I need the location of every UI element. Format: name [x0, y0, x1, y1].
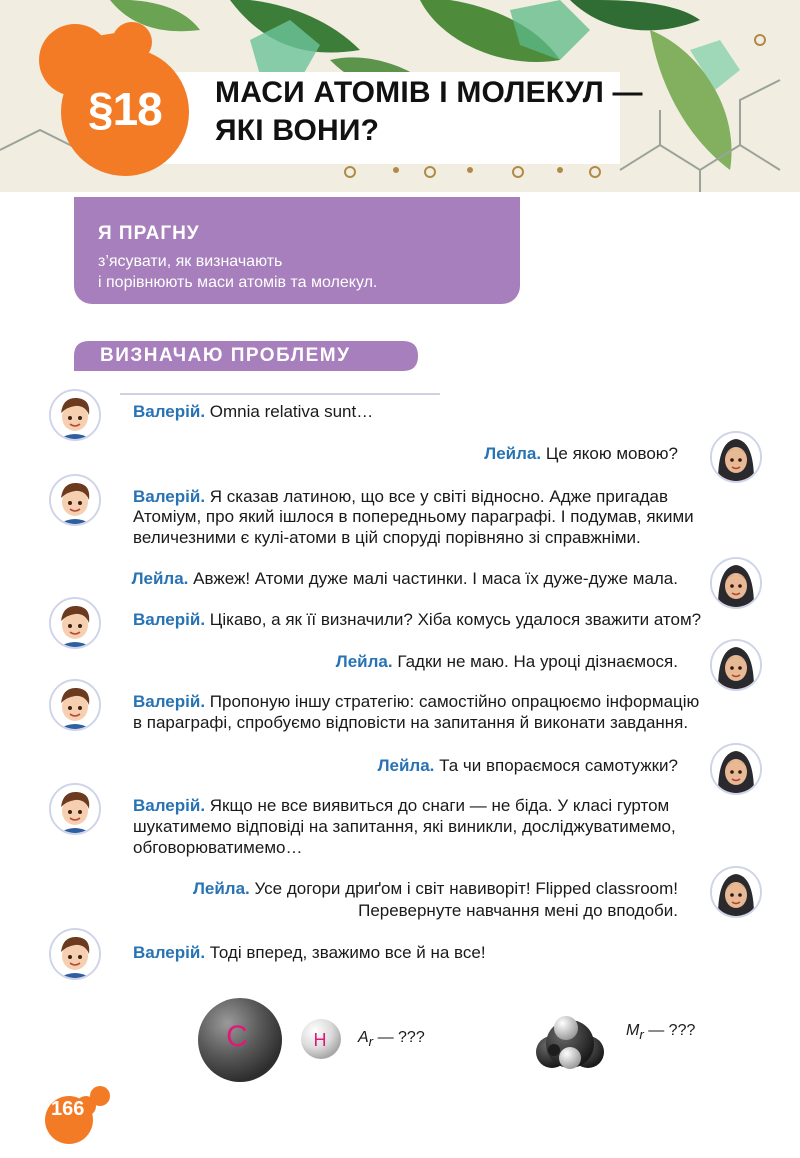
dialogue-line: в параграфі, спробуємо відповісти на запитання й виконати завдання. [133, 713, 689, 732]
page-title-line-1: МАСИ АТОМІВ І МОЛЕКУЛ — [215, 76, 643, 109]
dialogue-line: Валерій. Я сказав латиною, що все у світі відносно. Адже пригадав [133, 487, 669, 506]
dialogue-line: Лейла. Авжеж! Атоми дуже малі частинки. І маса їх дуже-дуже мала. [131, 569, 678, 588]
dialogue-line: Лейла. Усе догори дриґом і світ навиворіт! Flipped classroom! [192, 879, 678, 898]
avatar-valeriy [49, 783, 101, 835]
hydrogen-atom-sphere [299, 1017, 343, 1061]
dialogue-line: Валерій. Omnia relativa sunt… [133, 402, 374, 421]
dialogue-line: Перевернуте навчання мені до вподоби. [358, 901, 678, 920]
paragraph-number: §18 [88, 83, 162, 135]
relative-atomic-mass-label: $A_r$ — ??? [358, 1029, 425, 1050]
dialogue-line: Лейла. Це якою мовою? [484, 444, 678, 463]
relative-molecular-mass-label: $M_r$ — ??? [626, 1022, 696, 1043]
goal-heading: Я ПРАГНУ [98, 223, 200, 244]
dialogue-line: обговорюватимемо… [133, 838, 303, 857]
dialogue-line: величезними є кулі-атоми в цій споруді порівняно зі справжніми. [133, 528, 641, 547]
dialogue-line: Лейла. Та чи впораємося самотужки? [377, 756, 678, 775]
avatar-valeriy [49, 679, 101, 731]
avatar-leila [710, 557, 762, 609]
dialogue-line: Валерій. Цікаво, а як її визначили? Хіба комусь удалося зважити атом? [133, 610, 702, 629]
bubble-line-1 [120, 393, 440, 395]
avatar-valeriy [49, 389, 101, 441]
goal-text-line-1: з’ясувати, як визначають [98, 253, 283, 270]
avatar-leila [710, 431, 762, 483]
hydrogen-symbol: H [313, 1030, 327, 1050]
dialogue-line: Валерій. Якщо не все виявиться до снаги — не біда. У класі гуртом [133, 796, 670, 815]
dialogue-line: Атоміум, про який ішлося в попередньому параграфі. І подумав, якими [133, 507, 694, 526]
page-number: 166 [51, 1098, 85, 1120]
carbon-symbol: C [226, 1020, 248, 1053]
goal-text-line-2: і порівнюють маси атомів та молекул. [98, 274, 378, 291]
carbon-atom-sphere [190, 990, 290, 1090]
goal-box [74, 197, 520, 304]
avatar-leila [710, 743, 762, 795]
dialogue-line: Лейла. Гадки не маю. На уроці дізнаємося. [335, 652, 678, 671]
dialogue-line: Валерій. Тоді вперед, зважимо все й на все! [133, 943, 486, 962]
dialogue-line: Валерій. Пропоную іншу стратегію: самостійно опрацюємо інформацію [133, 692, 700, 711]
avatar-valeriy [49, 597, 101, 649]
page-title-line-2: ЯКІ ВОНИ? [215, 114, 380, 147]
avatar-leila [710, 639, 762, 691]
section-heading [74, 341, 418, 371]
dialogue-line: шукатимемо відповіді на запитання, які виникли, досліджуватимемо, [133, 817, 676, 836]
avatar-valeriy [49, 474, 101, 526]
avatar-leila [710, 866, 762, 918]
section-heading-text: ВИЗНАЧАЮ ПРОБЛЕМУ [100, 345, 351, 366]
avatar-valeriy [49, 928, 101, 980]
methane-molecule [530, 1010, 610, 1076]
